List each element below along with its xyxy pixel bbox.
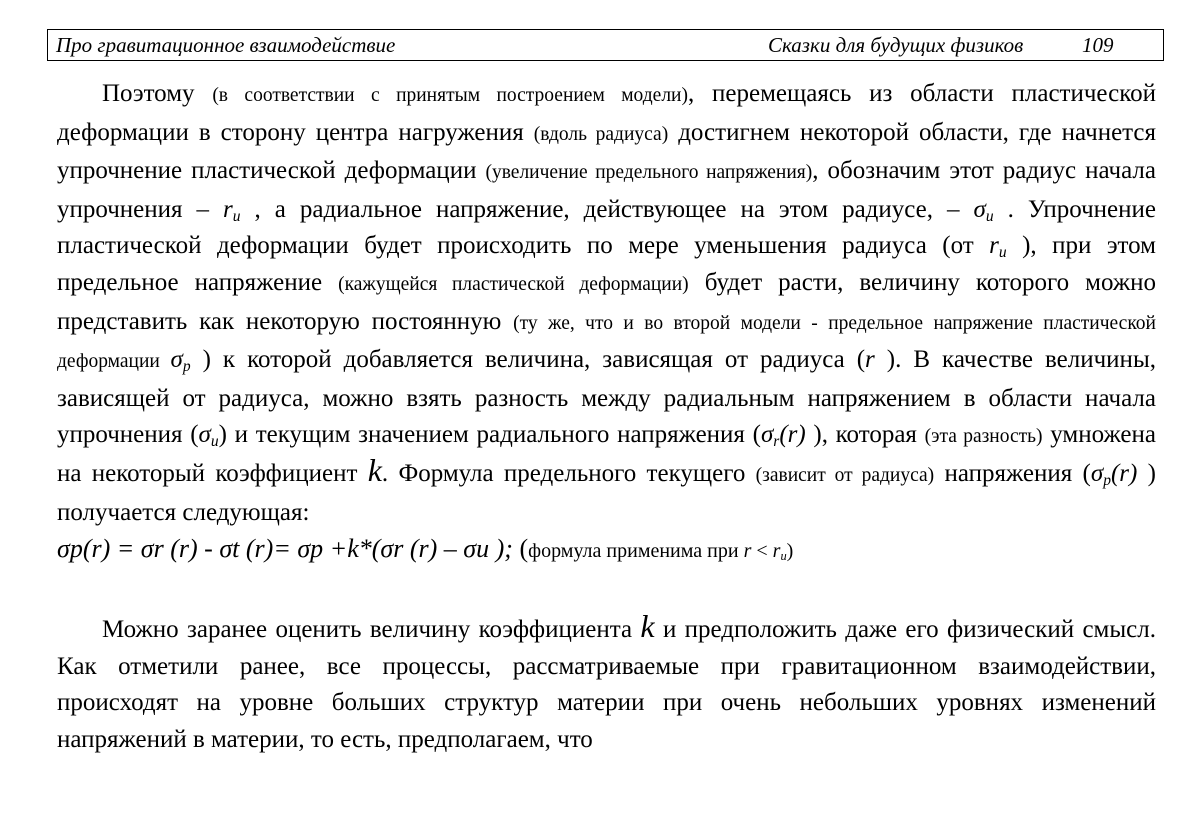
formula-limit-stress (57, 531, 1156, 569)
header-chapter-title: Про гравитационное взаимодействие (56, 33, 396, 57)
text-run: . Формула предельного текущего (381, 459, 756, 487)
header-book-title: Сказки для будущих физиков (768, 33, 1024, 57)
text-run: Можно заранее оценить величину коэффициента (102, 616, 641, 644)
symbol-sigma-p: $\sigma_p$ (170, 346, 191, 376)
text-run: , а радиальное напряжение, действующее на этом радиусе, – (240, 195, 974, 223)
symbol-r: r (865, 346, 875, 374)
text-run: ), которая (805, 421, 925, 449)
remark-run: (увеличение предельного напряжения) (485, 162, 813, 184)
symbol-r-u: $r_u$ (223, 195, 241, 225)
text-run: Поэтому (102, 80, 213, 107)
text-run: напряжения ( (934, 459, 1091, 487)
text-run: , перемещаясь из области пластической деформации в сторону центра нагружения (57, 80, 1157, 146)
symbol-sigma-u: $\sigma_u$ (198, 421, 219, 451)
text-run: ) получается следующая: (57, 459, 1156, 526)
text-run: ) и текущим значением радиального напряжения ( (218, 421, 761, 449)
formula-note: (формула применима при $r < r_u$) (519, 534, 794, 564)
text-run: . Упрочнение пластической деформации будет происходить по мере уменьшения радиуса (от (57, 195, 1156, 260)
remark-run: (зависит от радиуса) (755, 464, 935, 486)
text-run: , обозначим этот радиус начала упрочнения – (57, 157, 1157, 223)
formula-expression: σp(r) = σr (r) - σt (r)= σp +k*(σr (r) – σu ); (57, 534, 513, 564)
text-run: ), при этом предельное напряжение (57, 232, 1156, 296)
text-run: будет расти, величину которого можно представить как некоторую постоянную (57, 268, 1156, 335)
remark-run: (эта разность) (924, 426, 1043, 448)
remark-run: (вдоль радиуса) (533, 123, 669, 145)
text-run: умножена на некоторый коэффициент (57, 421, 1156, 487)
remark-run: (ту же, что и во второй модели - предельное напряжение пластической деформации (57, 312, 1156, 373)
running-header (47, 29, 1164, 61)
remark-run: (в соответствии с принятым построением модели) (212, 85, 688, 106)
paragraph-gap (57, 569, 1156, 612)
text-run: ) к которой добавляется величина, зависящая от радиуса ( (190, 346, 866, 374)
text-run: ). В качестве величины, зависящей от радиуса, можно взять разность между радиальным напряжением в области начала упрочнения ( (57, 346, 1156, 449)
symbol-r-u: $r_u$ (989, 232, 1007, 262)
paragraph-coefficient-k (57, 608, 1156, 758)
page-body (57, 76, 1156, 759)
page-number: 109 (1082, 33, 1114, 57)
symbol-sigma-u: $\sigma_u$ (973, 195, 994, 225)
symbol-sigma-r-of-r: $\sigma_r(r)$ (760, 421, 806, 451)
paragraph-hardening-model (57, 76, 1156, 531)
symbol-sigma-p-of-r: $\sigma_p(r)$ (1090, 459, 1138, 489)
symbol-k: k (367, 451, 382, 488)
text-run: достигнем некоторой области, где начнется упрочнение пластической деформации (57, 118, 1156, 185)
remark-run: (кажущейся пластической деформации) (338, 273, 689, 295)
symbol-k: k (640, 608, 655, 645)
text-run: и предположить даже его физический смысл. Как отметили ранее, все процессы, рассматриваемые при гравитационном взаимодействии, происходят на уровне больших структур материи при очень небольших уровнях изменений напряжений в материи, то есть, предполагаем, что (57, 616, 1156, 753)
